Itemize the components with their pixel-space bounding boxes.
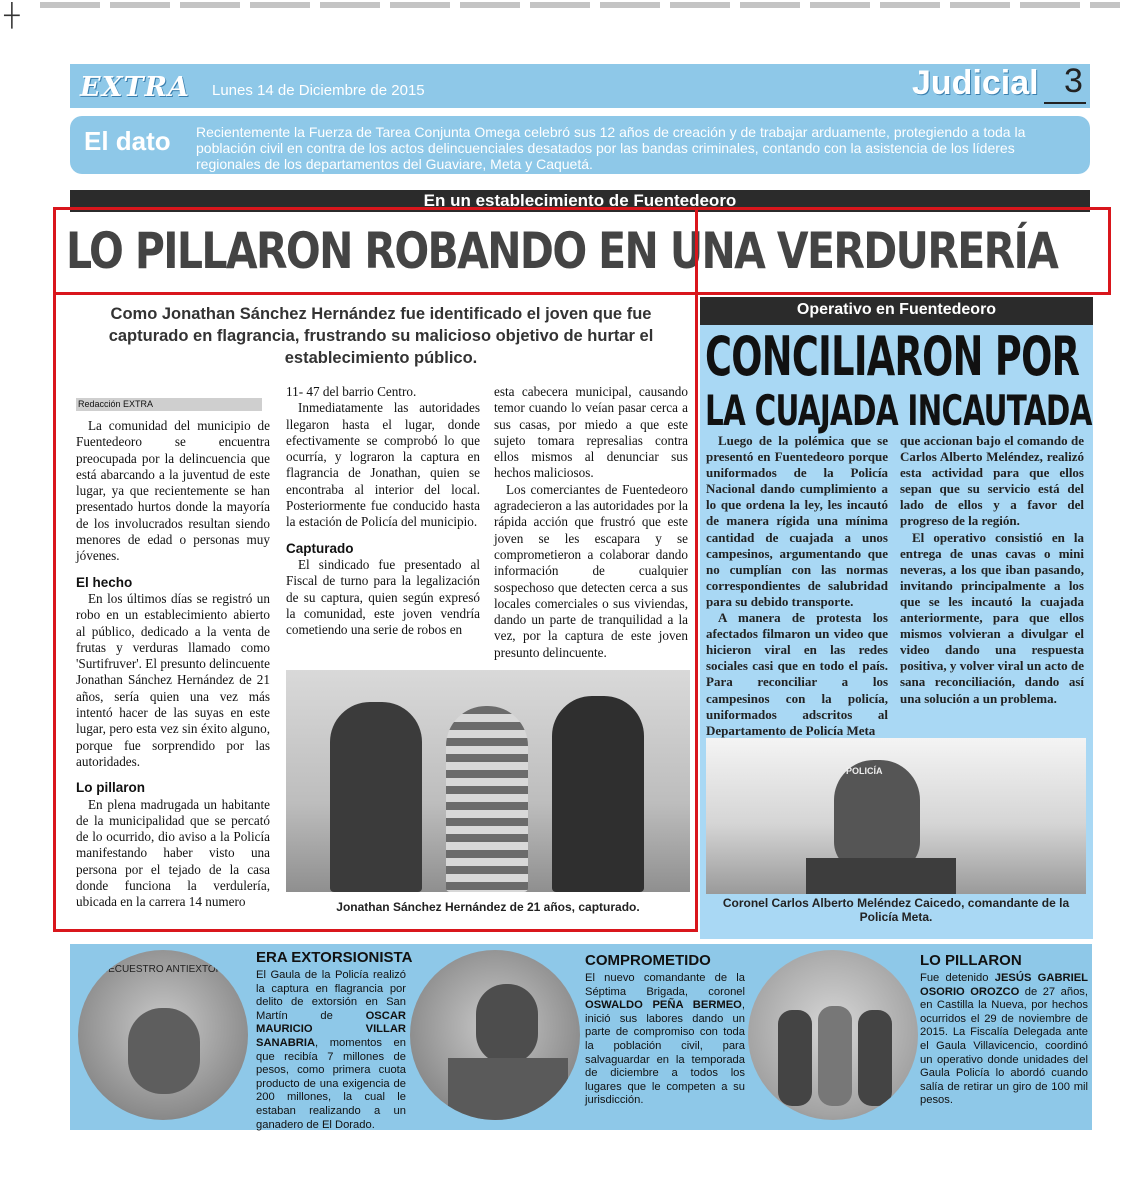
newspaper-logo: EXTRA [80,72,191,103]
brief-text: El nuevo comandante de la Séptima Brigada, coronel [585,972,745,998]
el-dato-text: Recientemente la Fuerza de Tarea Conjunta Omega celebró sus 12 años de creación y de trabajar arduamente, protegiendo a toda la población civil en contra de los actos delincuenciales desatados por las bandas criminales, contando con la asistencia de los líderes regionales de los departamentos del Guaviare, Meta y Caquetá. [196,124,1026,172]
subheading: El hecho [76,574,133,590]
brief-text: Fue detenido [920,972,995,984]
brief-text: , inició sus labores dando un parte de compromiso con toda la población civil, para salvaguardar en la temporada de diciembre a todos los lugares que le competen a su jurisdicción. [585,999,745,1107]
brief-1-text [256,969,406,1132]
brief-2-title: COMPROMETIDO [585,952,711,969]
paragraph: Inmediatamente las autoridades llegaron hasta el lugar, donde efectivamente se comprobó lo que ocurría, y lograron la captura en flagrancia de Jonathan, quien se encontraba al interior del local. Posteriormente fue conducido hasta la estación de Policía del municipio. [286,400,480,530]
brief-1-photo [78,950,248,1120]
main-deck: Como Jonathan Sánchez Hernández fue identificado el joven que fue capturado en flagrancia, frustrando su malicioso objetivo de hurtar el establecimiento público. [108,305,654,367]
officer-figure [552,696,644,892]
cap-badge-text: POLICÍA [846,766,883,776]
byline: Redacción EXTRA [76,398,262,411]
page-number-rule [1044,102,1086,104]
arrest-photo-caption: Jonathan Sánchez Hernández de 21 años, capturado. [336,900,640,914]
uniform [806,858,956,894]
brief-3-text [920,972,1088,1108]
section-title: Judicial [912,64,1039,102]
article-column-1 [76,418,270,911]
paragraph: El operativo consistió en la entrega de unas cavas o mini neveras, a los que iban pasando, invitando principalmente a los que se les incautó la cuajada anteriormente, para que ellos mismos volvieran a divulgar el video dando una respuesta positiva, y volver viral un acto de sana reconciliación, dando así una solución a un problema. [900,529,1084,706]
brief-2-photo [410,950,580,1120]
paragraph: que accionan bajo el comando de Carlos Alberto Meléndez, realizó esta actividad para que ellos sepan que su servicio está del lado de ellos y a favor del progreso de la región. [900,433,1084,529]
paragraph: En los últimos días se registró un robo en un establecimiento abierto al público, dedicado a la venta de frutas y verduras llamado como 'Surtifruver'. El presunto delincuente Jonathan Sánchez Hernández de 21 años, sería quien una vez más intentó hacer de las suyas en este lugar, pero esta vez sin éxito alguno, porque fue sorprendido por las autoridades. [76,590,270,769]
brief-name: OSCAR MAURICIO VILLAR SANABRIA [256,1009,406,1049]
colonel-figure [834,760,920,872]
brief-2-text [585,972,745,1108]
page-number: 3 [1064,62,1083,100]
side-headline-line-1: CONCILIARON POR [705,325,1080,388]
el-dato-label: El dato [84,126,171,156]
paragraph: Luego de la polémica que se presentó en Fuentedeoro porque uniformados de la Policía Nacional dando cumplimiento a lo que ordena la ley, les incautó de manera rígida una mínima cantidad de cuajada a unos campesinos, argumentando que no cumplían con las normas correspondientes de salubridad para su debido transporte. [706,433,888,609]
subheading: Lo pillaron [76,780,145,796]
suspect-figure [818,1006,852,1106]
paragraph: Los comerciantes de Fuentedeoro agradecieron a las autoridades por la rápida acción que frustró que este joven se les escapara y se comprometieron a colaborar dando información de cualquier sospechoso que detecten cerca a sus locales comerciales o sus viviendas, dando un parte de tranquilidad a la vez, por la captura de este joven presunto delincuente. [494,481,688,660]
brief-3-title: LO PILLARON [920,952,1022,969]
brief-text: , momentos en que recibía 7 millones de pesos, como primera cuota producto de una exigencia de 200 millones, la cual le estaban realizando a un ganadero de El Dorado. [256,1036,406,1131]
paragraph: La comunidad del municipio de Fuentedeoro se encuentra preocupada por la delincuencia que está abarcando a la juventud de este lugar, ya que recientemente se han presentado hurtos donde la mayoría de los involucrados resultan siendo menores de edad o personas muy jóvenes. [76,418,270,564]
uniform [448,1058,568,1120]
side-column-2 [900,433,1084,707]
side-kicker: Operativo en Fuentedeoro [796,301,997,318]
person-figure [476,984,538,1064]
paragraph: esta cabecera municipal, causando temor cuando lo veían pasar cerca a sus casas, por miedo a que este sujeto tomara represalias contra ellos mismos al denunciar sus hechos maliciosos. [494,384,688,481]
arrest-photo [286,670,690,892]
brief-text: de 27 años, en Castilla la Nueva, por hechos ocurridos el 29 de noviembre de 2015. La Fiscalía Delegada ante el Gaula Villavicencio, coordinó un operativo donde unidades del Gaula Policía lo abordó cuando salía de retirar un giro de 100 mil pesos. [920,985,1088,1107]
brief-3-photo [748,950,918,1120]
crop-mark-icon: ┼ [4,2,20,27]
subheading: Capturado [286,540,354,556]
main-headline: LO PILLARON ROBANDO EN UNA VERDURERÍA [66,222,1058,280]
colonel-photo [706,738,1086,894]
suspect-figure [446,706,528,892]
officer-figure [858,1010,892,1106]
brief-1-title: ERA EXTORSIONISTA [256,949,413,966]
person-figure [128,1008,200,1094]
article-column-2 [286,384,480,638]
officer-figure [778,1010,812,1106]
side-headline-line-2: LA CUAJADA INCAUTADA [705,386,1092,435]
side-column-1 [706,433,888,739]
main-kicker: En un establecimiento de Fuentedeoro [423,191,737,210]
brief-text: El Gaula de la Policía realizó la captura en flagrancia por delito de extorsión en San Martín de [256,969,406,1022]
officer-figure [330,702,422,892]
scan-top-strip [40,2,1120,8]
issue-date: Lunes 14 de Diciembre de 2015 [212,82,425,99]
paragraph: El sindicado fue presentado al Fiscal de turno para la legalización de su captura, quien según expresó la comunidad, este joven vendría cometiendo una serie de robos en [286,556,480,638]
brief-name: OSWALDO PEÑA BERMEO [585,999,742,1012]
brief-name: JESÚS GABRIEL OSORIO OROZCO [920,972,1089,998]
paragraph: 11- 47 del barrio Centro. [286,384,417,399]
article-column-3 [494,384,688,661]
paragraph: En plena madrugada un habitante de la municipalidad que se percató de lo ocurrido, dio aviso a la Policía manifestando haber visto una persona por el tejado de la casa donde funciona la verdulería, ubicada en la carrera 14 numero [76,796,270,910]
brief-1-photo-text: ANTISECUESTRO ANTIEXTORSIÓN [78,964,248,975]
paragraph: A manera de protesta los afectados filmaron un video que hicieron viral en las redes sociales casi que en todo el país. Para reconciliar a los campesinos con la policía, uniformados adscritos al Departamento de Policía Meta [706,610,888,738]
colonel-photo-caption: Coronel Carlos Alberto Meléndez Caicedo, comandante de la Policía Meta. [722,896,1070,924]
